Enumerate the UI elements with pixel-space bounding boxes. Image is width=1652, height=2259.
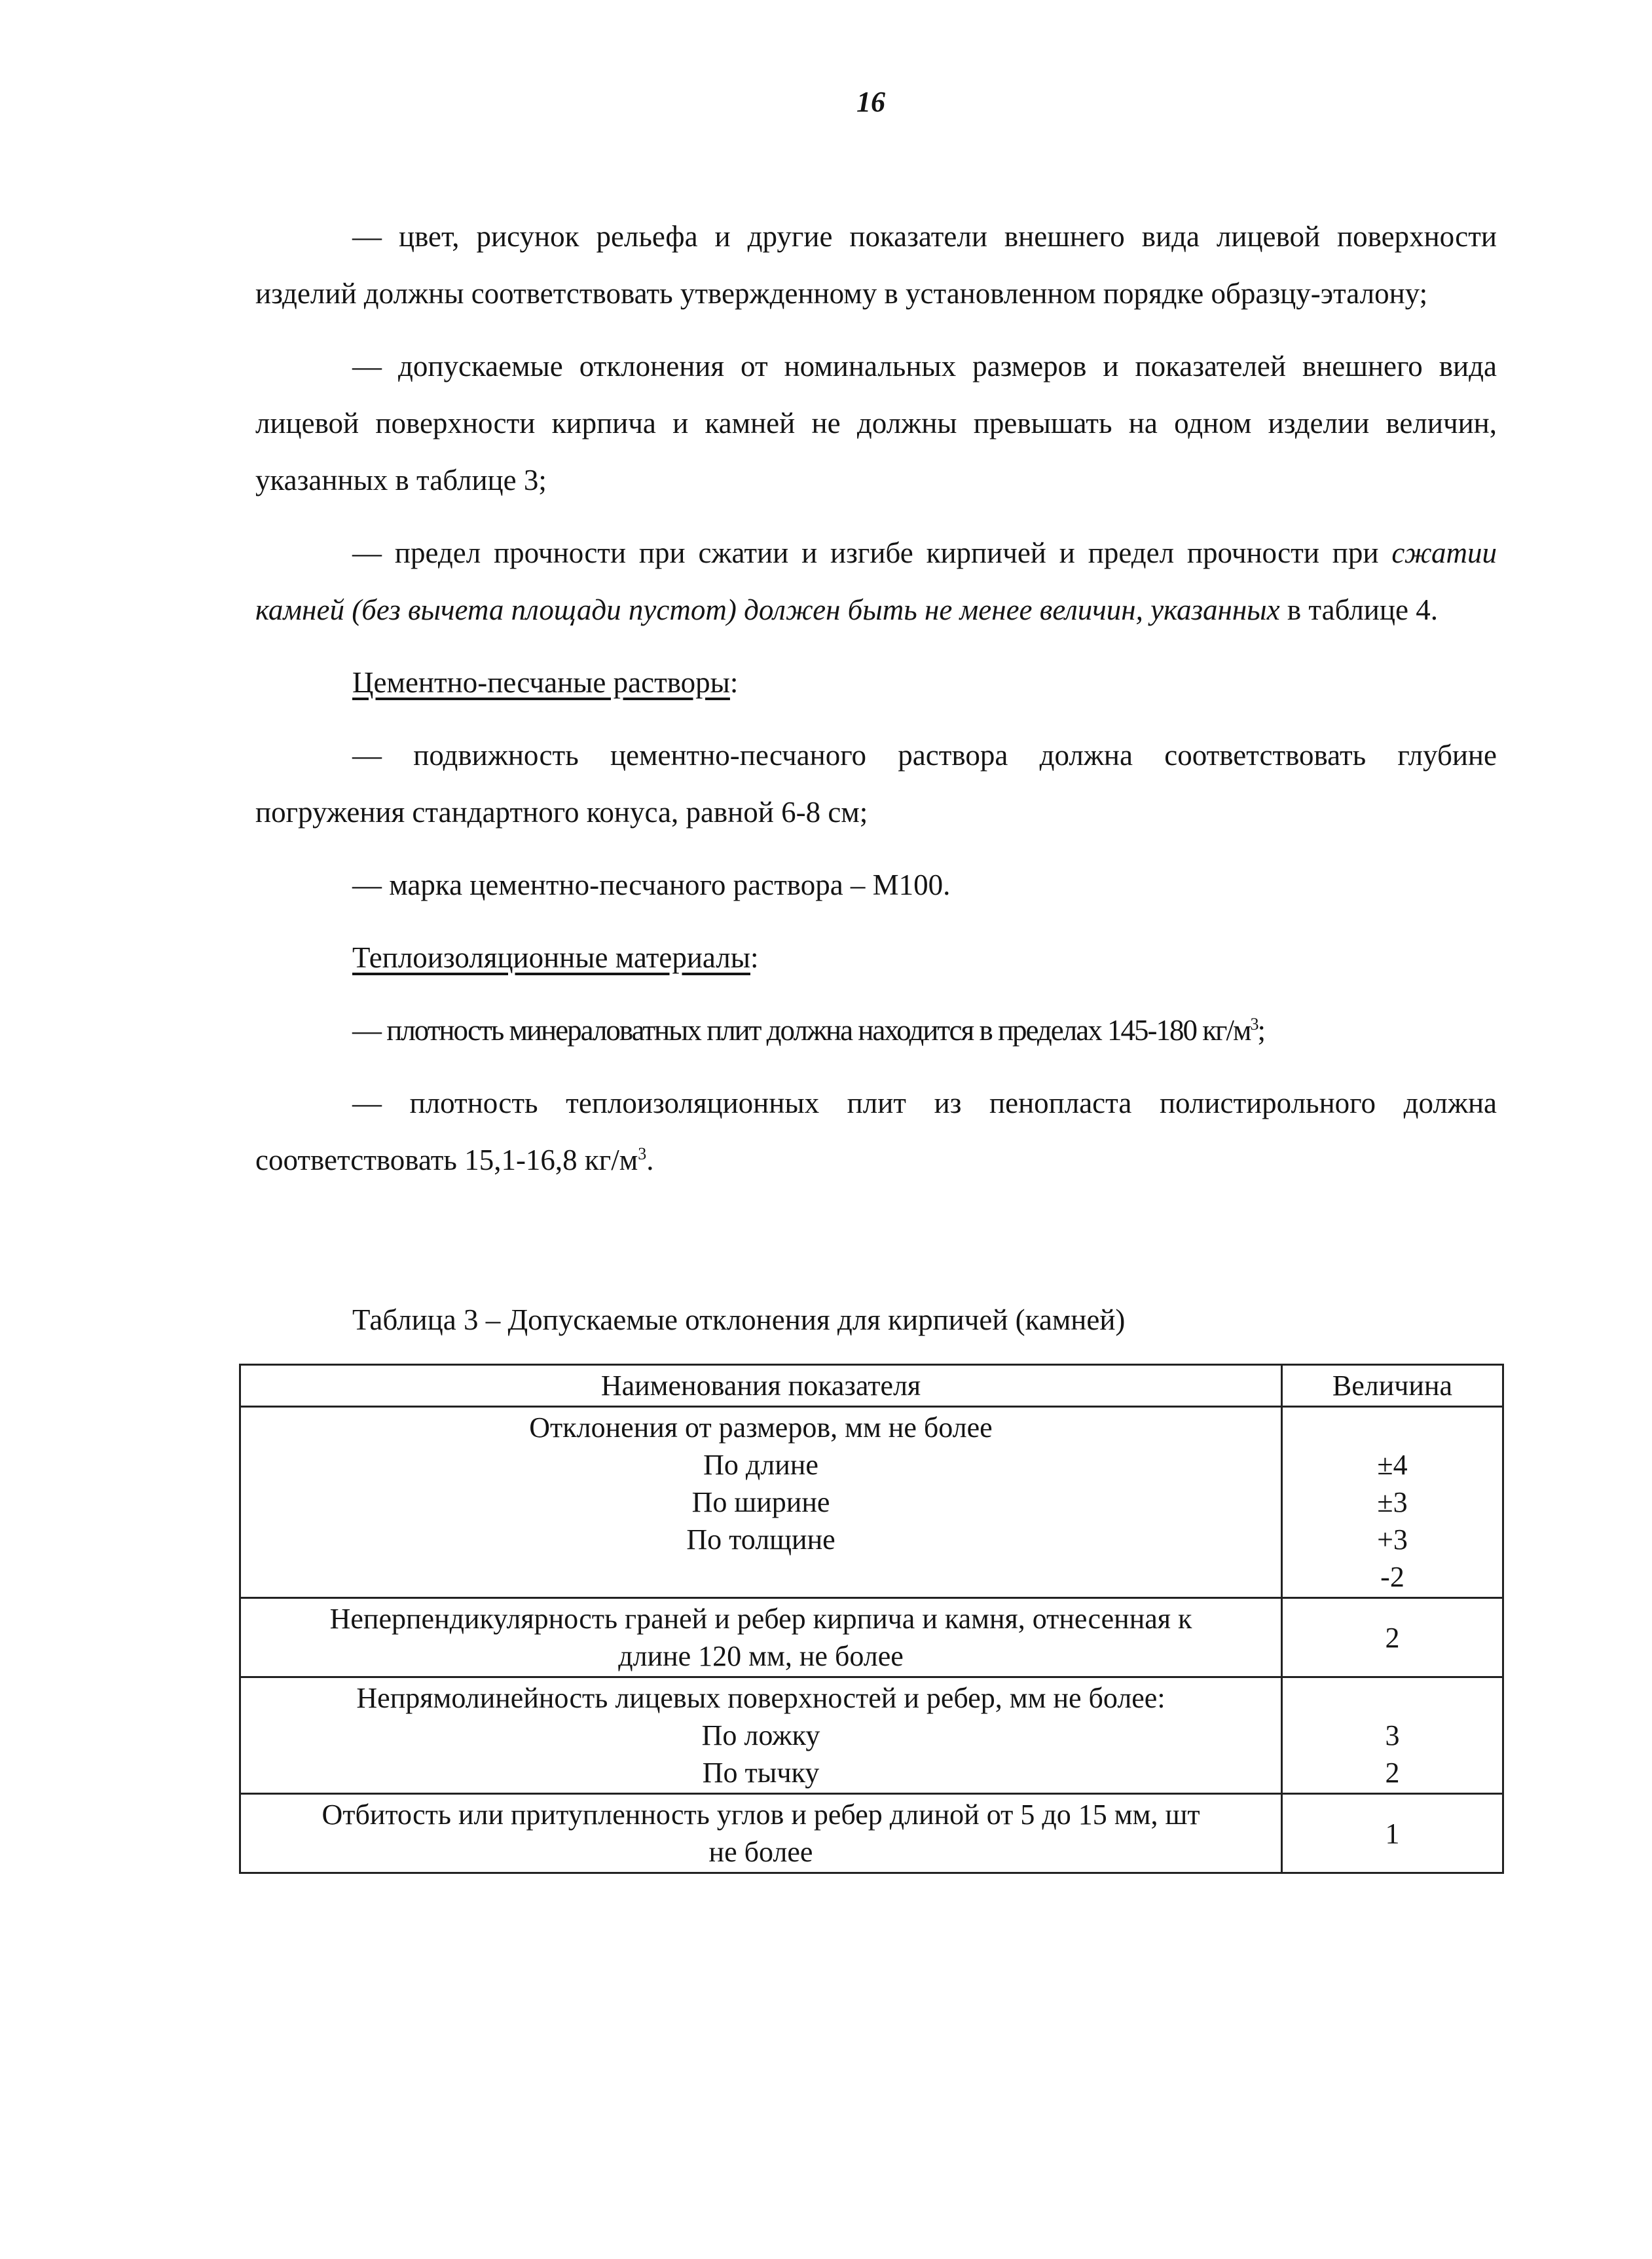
heading-text: Теплоизоляционные материалы — [352, 941, 750, 974]
table-row — [240, 1407, 1503, 1598]
column-header-name: Наименования показателя — [240, 1365, 1282, 1407]
row-name-line: длине 120 мм, не более — [618, 1640, 904, 1672]
paragraph-mortar-mobility — [255, 727, 1497, 841]
heading-text: Цементно-песчаные растворы — [352, 666, 730, 699]
row-value-line: ±4 — [1377, 1449, 1408, 1481]
paragraph-text: — подвижность цементно-песчаного раствора должна соответствовать глубине погружения стандартного конуса, равной 6-8 см; — [255, 739, 1497, 829]
column-header-value: Величина — [1282, 1365, 1503, 1407]
heading-mortars — [255, 654, 1497, 711]
paragraph-text: — плотность минераловатных плит должна находится в пределах 145-180 кг/м — [352, 1014, 1251, 1047]
row-name-line: По ложку — [701, 1719, 820, 1751]
row-value-line: -2 — [1380, 1561, 1404, 1593]
paragraph-text: — цвет, рисунок рельефа и другие показатели внешнего вида лицевой поверхности изделий должны соответствовать утвержденному в установленном порядке образцу-эталону; — [255, 220, 1497, 310]
row-name-line: По ширине — [691, 1486, 830, 1518]
row-name-line: не более — [708, 1836, 813, 1868]
table-row — [240, 1598, 1503, 1677]
row-value-cell — [1282, 1407, 1503, 1598]
row-name-cell — [240, 1407, 1282, 1598]
paragraph-text: — допускаемые отклонения от номинальных размеров и показателей внешнего вида лицевой поверхности кирпича и камней не должны превышать на одном изделии величин, указанных в таблице 3; — [255, 350, 1497, 496]
row-name-cell — [240, 1794, 1282, 1873]
heading-colon: : — [750, 941, 759, 974]
row-name-line: По длине — [703, 1449, 818, 1481]
paragraph-text: — плотность теплоизоляционных плит из пенопласта полистирольного должна соответствовать 15,1-16,8 кг/м — [255, 1087, 1497, 1176]
paragraph-strength — [255, 525, 1497, 639]
paragraph-deviations — [255, 338, 1497, 509]
table-caption: Таблица 3 – Допускаемые отклонения для кирпичей (камней) — [352, 1303, 1126, 1336]
body-text — [255, 208, 1497, 1204]
row-name-line: По тычку — [702, 1757, 820, 1789]
heading-colon: : — [729, 666, 739, 699]
paragraph-appearance — [255, 208, 1497, 322]
paragraph-tail: . — [646, 1144, 654, 1176]
table-header-row — [240, 1365, 1503, 1407]
row-value-cell — [1282, 1677, 1503, 1794]
row-name-line: Непрямолинейность лицевых поверхностей и ребер, мм не более: — [356, 1682, 1166, 1714]
row-name-line: Неперпендикулярность граней и ребер кирпича и камня, отнесенная к — [329, 1603, 1192, 1635]
row-name-cell — [240, 1677, 1282, 1794]
paragraph-text-regular: — предел прочности при сжатии и изгибе кирпичей и предел прочности при — [352, 536, 1392, 569]
paragraph-text-tail: в таблице 4. — [1279, 593, 1438, 626]
page-number: 16 — [856, 86, 885, 118]
paragraph-mortar-grade — [255, 857, 1497, 914]
row-value-line: ±3 — [1377, 1486, 1408, 1518]
row-name-line: Отбитость или притупленность углов и ребер длиной от 5 до 15 мм, шт — [321, 1799, 1200, 1831]
paragraph-foam-density — [255, 1075, 1497, 1189]
row-value-cell: 1 — [1282, 1794, 1503, 1873]
table-row — [240, 1794, 1503, 1873]
superscript: 3 — [638, 1144, 647, 1163]
paragraph-text: — марка цементно-песчаного раствора – М100. — [352, 868, 951, 901]
row-value-line: 2 — [1385, 1757, 1400, 1789]
row-name-line — [251, 1558, 1270, 1596]
row-value-line: 3 — [1385, 1719, 1400, 1751]
paragraph-mineral-wool-density — [255, 1002, 1497, 1059]
table-row — [240, 1677, 1503, 1794]
superscript: 3 — [1250, 1015, 1258, 1034]
deviations-table — [239, 1364, 1504, 1874]
heading-insulation — [255, 929, 1497, 986]
row-value-line: +3 — [1377, 1523, 1408, 1556]
row-name-cell — [240, 1598, 1282, 1677]
row-name-line: Отклонения от размеров, мм не более — [529, 1411, 993, 1444]
row-value-line — [1293, 1409, 1492, 1446]
paragraph-tail: ; — [1257, 1014, 1265, 1047]
row-value-line — [1293, 1679, 1492, 1717]
row-value-cell: 2 — [1282, 1598, 1503, 1677]
row-name-line: По толщине — [686, 1523, 835, 1556]
paragraph-text-italic: сжатии камней (без вычета площади пустот) должен быть не менее величин, указанных — [255, 536, 1497, 626]
